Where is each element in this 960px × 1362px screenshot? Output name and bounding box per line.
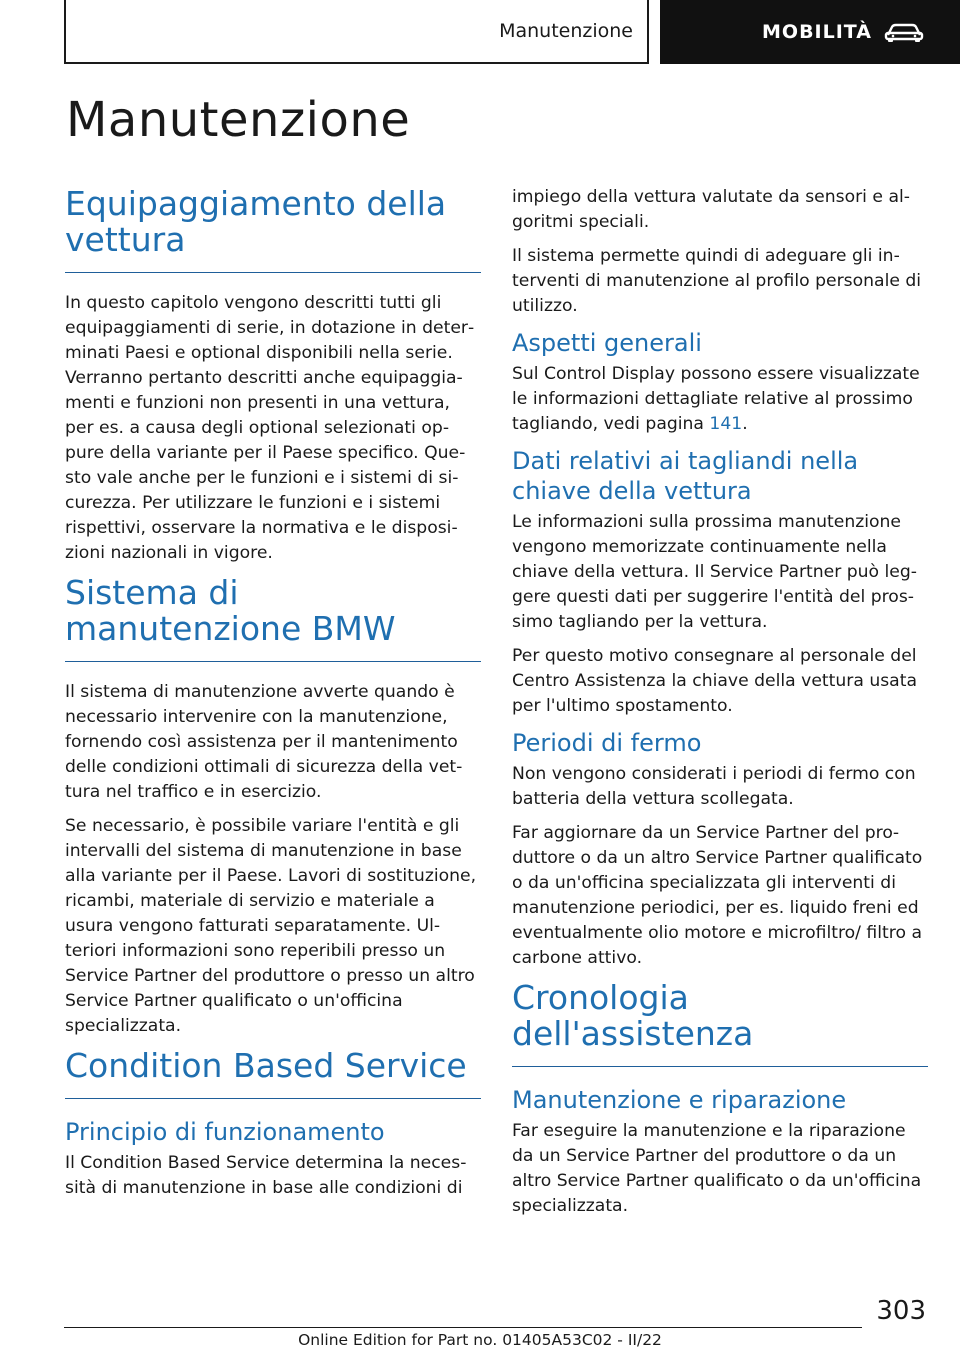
paragraph-principio: Il Condition Based Service determina la necessità di manutenzione in base alle condizioni di	[65, 1153, 467, 1198]
right-column	[512, 185, 928, 1228]
page-link-141[interactable]: 141	[709, 414, 743, 434]
paragraph-dati-chiave-2: Per questo motivo consegnare al personale del Centro Assistenza la chiave della vettura usata per l'ultimo spostamento.	[512, 646, 917, 716]
paragraph-manutenzione-riparazione: Far eseguire la manutenzione e la riparazione da un Service Partner del produttore o da un altro Service Partner qualificato o da un'officina specializzata.	[512, 1121, 922, 1216]
aspetti-text-end: .	[742, 414, 748, 434]
heading-equipaggiamento: Equipaggiamento della vettura	[65, 186, 481, 273]
paragraph-sistema-2: Se necessario, è possibile variare l'entità e gli intervalli del sistema di manutenzione in base alla variante per il Paese. Lavori di sostituzione, ricambi, materiale di servizio e materiale a usura vengono fatturati separatamente. Ulteriori informazioni sono reperibili presso un Service Partner del produttore o presso un altro Service Partner qualificato o un'officina specializzata.	[65, 816, 477, 1036]
subheading-dati-chiave: Dati relativi ai tagliandi nella chiave della vettura	[512, 447, 859, 505]
paragraph-periodi-fermo-1: Non vengono considerati i periodi di fermo con batteria della vettura scollegata.	[512, 764, 916, 809]
header-chapter-tab	[660, 0, 960, 64]
subheading-principio: Principio di funzionamento	[65, 1118, 385, 1146]
paragraph-principio-cont-1: impiego della vettura valutate da sensori e algoritmi speciali.	[512, 187, 910, 232]
aspetti-text: Sul Control Display possono essere visualizzate le informazioni dettagliate relative al prossimo tagliando, vedi pagina	[512, 364, 920, 434]
paragraph-sistema-1: Il sistema di manutenzione avverte quando è necessario intervenire con la manutenzione, fornendo così assistenza per il mantenimento delle condizioni ottimali di sicurezza della vettura nel traffico e in esercizio.	[65, 682, 463, 802]
header-section-tab	[64, 0, 649, 64]
footer-edition: Online Edition for Part no. 01405A53C02 - II/22	[298, 1331, 662, 1349]
subheading-periodi-fermo: Periodi di fermo	[512, 729, 702, 757]
header-section-label: Manutenzione	[499, 20, 633, 42]
header-chapter-label: MOBILITÀ	[762, 21, 872, 43]
heading-cronologia: Cronologia dell'assistenza	[512, 980, 928, 1067]
paragraph-periodi-fermo-2: Far aggiornare da un Service Partner del produttore o da un altro Service Partner qualificato o da un'officina specializzata gli interventi di manutenzione periodici, per es. liquido freni ed eventualmente olio motore e microfiltro/ filtro a carbone attivo.	[512, 823, 923, 968]
paragraph-dati-chiave-1: Le informazioni sulla prossima manutenzione vengono memorizzate continuamente nella chiave della vettura. Il Service Partner può leggere questi dati per suggerire l'entità del prossimo tagliando per la vettura.	[512, 512, 917, 632]
subheading-aspetti-generali: Aspetti generali	[512, 329, 702, 357]
left-column	[65, 186, 481, 1210]
paragraph-equipaggiamento: In questo capitolo vengono descritti tutti gli equipaggiamenti di serie, in dotazione in determinati Paesi e optional disponibili nella serie. Verranno pertanto descritti anche equipaggiamenti e funzioni non presenti in una vettura, per es. a causa degli optional selezionati oppure della variante per il Paese specifico. Questo vale anche per le funzioni e i sistemi di sicurezza. Per utilizzare le funzioni e i sistemi rispettivi, osservare la normativa e le disposizioni nazionali in vigore.	[65, 293, 475, 563]
car-icon	[884, 21, 924, 43]
paragraph-aspetti-generali	[512, 362, 928, 437]
paragraph-principio-cont-2: Il sistema permette quindi di adeguare gli interventi di manutenzione al profilo personale di utilizzo.	[512, 246, 922, 316]
heading-condition-based-service: Condition Based Service	[65, 1048, 481, 1099]
footer-divider	[64, 1327, 862, 1328]
page-number: 303	[876, 1296, 926, 1326]
heading-sistema-manutenzione: Sistema di manutenzione BMW	[65, 575, 481, 662]
subheading-manutenzione-riparazione: Manutenzione e riparazione	[512, 1086, 847, 1114]
page-title: Manutenzione	[66, 92, 411, 148]
